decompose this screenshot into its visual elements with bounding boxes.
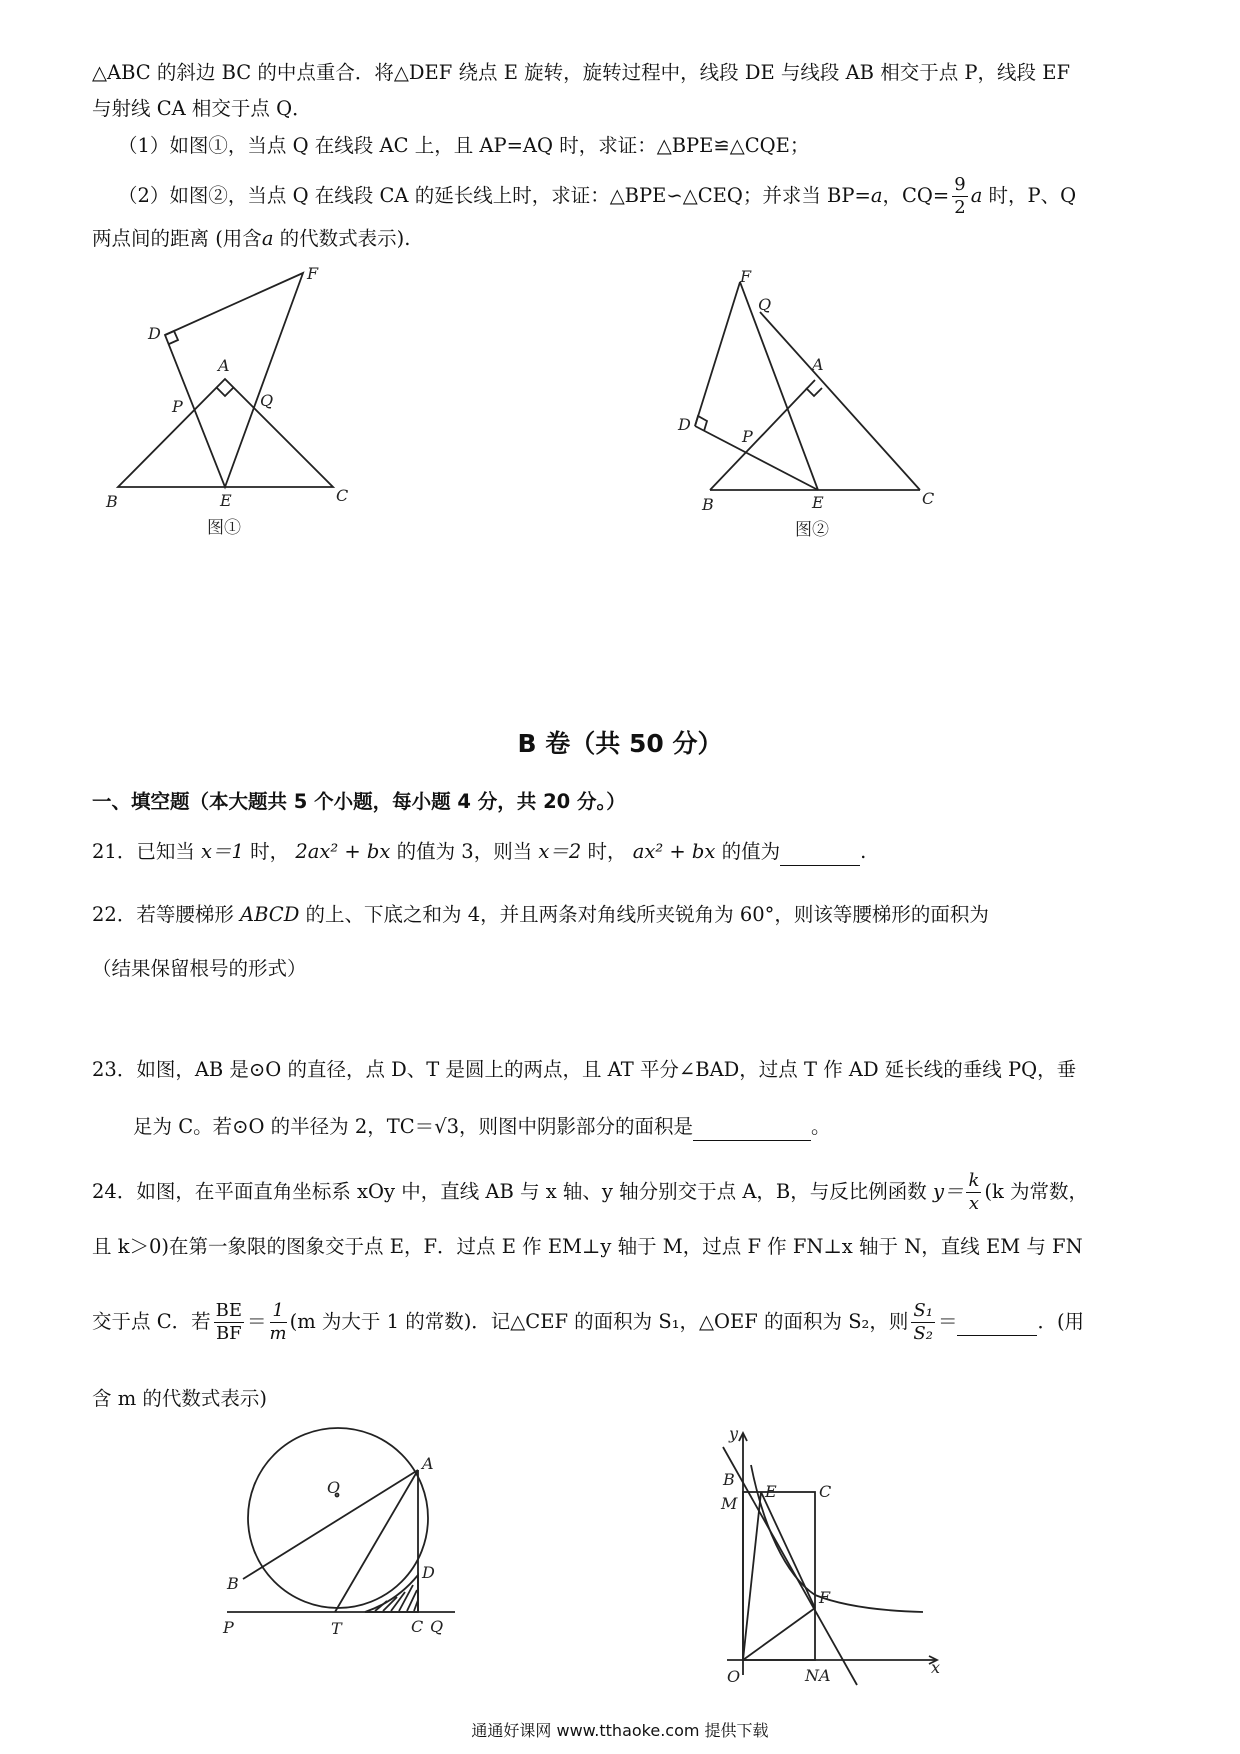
q24-text-end: ．(用 <box>1037 1310 1085 1333</box>
label-a-fig2: A <box>812 355 824 374</box>
question-24-line-4: 含 m 的代数式表示) <box>92 1387 267 1410</box>
q21-text-d: 时， <box>581 840 633 863</box>
label-q-fig2: Q <box>758 295 772 314</box>
problem-part-1: （1）如图①，当点 Q 在线段 AC 上，且 AP=AQ 时，求证：△BPE≌△CQE； <box>118 134 810 157</box>
segment-fd-fig2 <box>695 282 740 426</box>
segment-of <box>743 1608 815 1660</box>
label-f-fig4: F <box>819 1588 831 1607</box>
label-c-fig3: C <box>411 1617 424 1636</box>
part2-var-a: a <box>870 184 883 207</box>
triangle-def-fig1 <box>165 273 303 487</box>
q24-ratio-fraction <box>214 1300 244 1345</box>
q22-trapezoid-name: ABCD <box>240 903 300 926</box>
q24-func-fraction <box>966 1170 981 1215</box>
question-22 <box>92 902 1162 928</box>
q24-ratio-den: BF <box>215 1323 242 1344</box>
figure-4 <box>705 1425 965 1695</box>
label-t-fig3: T <box>331 1619 342 1638</box>
segment-at <box>335 1470 418 1612</box>
q21-text-a: 21．已知当 <box>92 840 202 863</box>
page-footer: 通通好课网 www.tthaoke.com 提供下载 <box>471 1721 769 1740</box>
q24-m-fraction <box>270 1300 287 1345</box>
part2-text-b: ，CQ= <box>882 184 950 207</box>
q24-s-num: S₁ <box>913 1300 933 1321</box>
figure-2 <box>650 270 950 545</box>
circle-o <box>248 1428 428 1608</box>
question-21 <box>92 839 1162 866</box>
q24-m-num: 1 <box>270 1300 287 1323</box>
label-d-fig2: D <box>678 415 691 434</box>
label-a-fig1: A <box>218 356 230 375</box>
q23-sqrt: √3 <box>434 1115 460 1138</box>
label-b-fig2: B <box>702 495 714 514</box>
q24-text-c: 交于点 C．若 <box>92 1310 211 1333</box>
segment-ef <box>761 1492 815 1608</box>
q21-expr-1: 2ax² + bx <box>295 840 391 863</box>
right-angle-a-fig2 <box>806 388 822 396</box>
caption-fig1: 图① <box>207 518 241 538</box>
q24-m-den: m <box>269 1323 287 1344</box>
label-p-fig3: P <box>223 1618 234 1637</box>
label-b-fig1: B <box>106 492 118 511</box>
fill-in-subtitle: 一、填空题（本大题共 5 个小题，每小题 4 分，共 20 分。） <box>92 790 626 813</box>
label-c-fig2: C <box>922 489 935 508</box>
label-n-fig4: N <box>805 1666 819 1685</box>
q21-cond-1: x＝1 <box>201 840 244 863</box>
label-m-fig4: M <box>721 1494 738 1513</box>
segment-ba-fig2 <box>710 380 815 490</box>
segment-fe-fig2 <box>740 282 818 490</box>
part2-line2-text: 两点间的距离 (用含 <box>92 227 262 250</box>
label-y-fig4: y <box>729 1425 739 1443</box>
label-o-fig3: O <box>327 1478 341 1497</box>
segment-de-fig2 <box>695 426 818 490</box>
label-p-fig2: P <box>742 427 753 446</box>
q22-text-b: 的上、下底之和为 4，并且两条对角线所夹锐角为 60°，则该等腰梯形的面积为 <box>299 903 989 926</box>
label-e-fig4: E <box>765 1482 777 1501</box>
part2-line2-end: 的代数式表示). <box>273 227 411 250</box>
figure-1 <box>100 265 380 545</box>
caption-fig2: 图② <box>795 520 829 540</box>
q24-answer-blank <box>957 1309 1037 1336</box>
q21-cond-2: x＝2 <box>538 840 582 863</box>
question-22-line-2: （结果保留根号的形式） <box>92 957 307 980</box>
label-p-fig1: P <box>172 397 183 416</box>
q23-text-b: ，则图中阴影部分的面积是 <box>459 1115 694 1138</box>
section-b-title: B 卷（共 50 分） <box>517 729 723 758</box>
figure-3 <box>215 1425 465 1640</box>
label-f-fig1: F <box>307 265 319 283</box>
q24-text-d: (m 为大于 1 的常数)．记△CEF 的面积为 S₁，△OEF 的面积为 S₂，则 <box>289 1310 909 1333</box>
question-24-line-2: 且 k＞0)在第一象限的图象交于点 E，F．过点 E 作 EM⊥y 轴于 M，过点 F 作 FN⊥x 轴于 N，直线 EM 与 FN <box>92 1235 1083 1258</box>
label-b-fig3: B <box>227 1574 239 1593</box>
right-angle-a-fig1 <box>216 387 234 396</box>
problem-part-2 <box>118 174 1188 219</box>
q21-text-end: . <box>860 840 867 863</box>
q24-ratio-num: BE <box>215 1300 242 1321</box>
q24-s-den: S₂ <box>913 1323 933 1344</box>
question-23: 23．如图，AB 是⊙O 的直径，点 D、T 是圆上的两点，且 AT 平分∠BAD，过点 T 作 AD 延长线的垂线 PQ，垂 <box>92 1058 1077 1081</box>
label-d-fig3: D <box>422 1563 435 1582</box>
part2-fraction-num: 9 <box>954 174 966 195</box>
q24-func-den: x <box>968 1193 980 1214</box>
q24-text-e: ＝ <box>937 1310 958 1333</box>
q24-func-lhs: y＝ <box>932 1180 964 1203</box>
part2-var-c: a <box>970 184 983 207</box>
q24-eq: ＝ <box>247 1310 267 1333</box>
label-a-fig3: A <box>422 1454 434 1473</box>
label-q-fig3: Q <box>430 1617 444 1636</box>
label-x-fig4: x <box>931 1658 941 1677</box>
label-a-fig4: A <box>819 1666 831 1685</box>
label-d-fig1: D <box>148 324 161 343</box>
q24-func-num: k <box>968 1170 980 1191</box>
label-o-fig4: O <box>727 1667 741 1686</box>
q23-answer-blank <box>693 1114 811 1141</box>
part2-line2-var: a <box>261 227 274 250</box>
part2-text-d: 时，P、Q <box>982 184 1077 207</box>
q24-text-a: 24．如图，在平面直角坐标系 xOy 中，直线 AB 与 x 轴、y 轴分别交于点 A，B，与反比例函数 <box>92 1180 933 1203</box>
q23-text-end: 。 <box>811 1115 831 1138</box>
q21-text-c: 的值为 3，则当 <box>390 840 539 863</box>
q23-text-a: 足为 C。若⊙O 的半径为 2，TC＝ <box>133 1115 435 1138</box>
q22-text-a: 22．若等腰梯形 <box>92 903 241 926</box>
label-f-fig2: F <box>740 270 752 286</box>
problem-part-2-line-2 <box>92 226 1162 252</box>
q21-expr-2: ax² + bx <box>632 840 716 863</box>
hyperbola-curve <box>751 1465 923 1612</box>
part2-text-a: （2）如图②，当点 Q 在线段 CA 的延长线上时，求证：△BPE∽△CEQ；并求当 BP= <box>118 184 871 207</box>
label-b-fig4: B <box>723 1470 735 1489</box>
label-e-fig2: E <box>812 493 824 512</box>
segment-oe <box>743 1492 761 1660</box>
q24-s-fraction <box>911 1300 935 1345</box>
label-q-fig1: Q <box>260 391 274 410</box>
question-24-line-3 <box>92 1300 1162 1345</box>
part2-fraction <box>952 174 967 219</box>
label-c-fig4: C <box>819 1482 832 1501</box>
label-c-fig1: C <box>336 486 349 505</box>
problem-line-1: △ABC 的斜边 BC 的中点重合．将△DEF 绕点 E 旋转，旋转过程中，线段 DE 与线段 AB 相交于点 P，线段 EF <box>92 61 1070 84</box>
q21-text-e: 的值为 <box>715 840 781 863</box>
q24-text-b: (k 为常数， <box>984 1180 1089 1203</box>
question-23-line-2 <box>133 1114 1203 1141</box>
q21-text-b: 时， <box>243 840 296 863</box>
question-24 <box>92 1170 1162 1215</box>
label-e-fig1: E <box>220 491 232 510</box>
q21-answer-blank <box>780 839 860 866</box>
part2-fraction-den: 2 <box>954 197 966 218</box>
problem-line-2: 与射线 CA 相交于点 Q． <box>92 97 312 120</box>
